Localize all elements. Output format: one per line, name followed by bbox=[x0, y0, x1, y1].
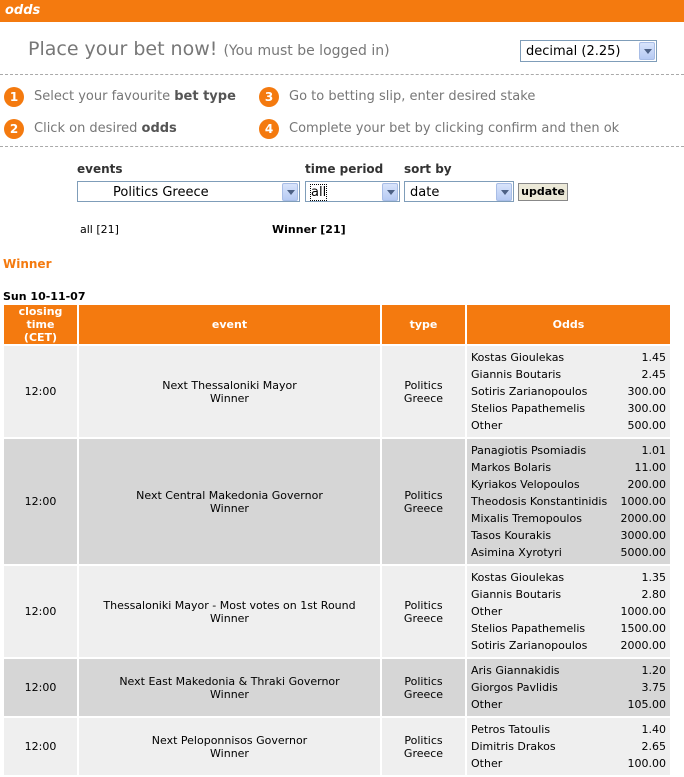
odds-price[interactable]: 1.40 bbox=[641, 723, 666, 736]
odds-cell bbox=[467, 346, 670, 437]
sort-by-label: sort by bbox=[404, 162, 452, 176]
odds-price[interactable]: 11.00 bbox=[634, 461, 666, 474]
header-odds: Odds bbox=[467, 305, 670, 344]
event-cell bbox=[79, 566, 380, 657]
odds-table-body bbox=[4, 346, 670, 775]
type-cell bbox=[382, 346, 465, 437]
selection-name: Tasos Kourakis bbox=[471, 529, 552, 542]
date-label: Sun 10-11-07 bbox=[3, 290, 86, 303]
type-line: Greece bbox=[403, 501, 444, 515]
event-name[interactable]: Next East Makedonia & Thraki Governor bbox=[119, 674, 340, 688]
odds-price[interactable]: 1.20 bbox=[641, 664, 666, 677]
odds-price[interactable]: 5000.00 bbox=[620, 546, 666, 559]
type-cell bbox=[382, 439, 465, 564]
odds-price[interactable]: 1.45 bbox=[641, 351, 666, 364]
selection-name: Markos Bolaris bbox=[471, 461, 552, 474]
odds-price[interactable]: 2000.00 bbox=[620, 512, 666, 525]
selection-name: Petros Tatoulis bbox=[471, 723, 551, 736]
chevron-down-icon[interactable] bbox=[496, 183, 512, 201]
event-name[interactable]: Next Peloponnisos Governor bbox=[151, 733, 308, 747]
odds-format-value: decimal (2.25) bbox=[526, 44, 621, 59]
selection-name: Kostas Gioulekas bbox=[471, 351, 565, 364]
event-subtype: Winner bbox=[210, 687, 249, 701]
odds-price[interactable]: 3.75 bbox=[641, 681, 666, 694]
time-period-value: all bbox=[311, 185, 327, 200]
odds-option[interactable] bbox=[471, 400, 666, 417]
event-name[interactable]: Next Thessaloniki Mayor bbox=[162, 378, 297, 392]
update-button[interactable]: update bbox=[518, 183, 568, 201]
odds-option[interactable] bbox=[471, 544, 666, 561]
selection-name: Mixalis Tremopoulos bbox=[471, 512, 582, 525]
odds-price[interactable]: 105.00 bbox=[627, 698, 666, 711]
odds-price[interactable]: 2000.00 bbox=[620, 639, 666, 652]
odds-option[interactable] bbox=[471, 417, 666, 434]
odds-price[interactable]: 2.80 bbox=[641, 588, 666, 601]
closing-time-cell: 12:00 bbox=[4, 566, 77, 657]
table-row bbox=[4, 346, 670, 437]
type-cell bbox=[382, 566, 465, 657]
type-cell bbox=[382, 659, 465, 716]
step-text: Select your favourite bet type bbox=[34, 89, 236, 104]
chevron-down-icon[interactable] bbox=[282, 183, 298, 201]
type-line: Politics bbox=[404, 488, 443, 502]
event-cell bbox=[79, 659, 380, 716]
table-header-row bbox=[4, 305, 670, 344]
section-title: Winner bbox=[3, 257, 52, 271]
sort-by-value: date bbox=[410, 185, 440, 200]
header-type: type bbox=[382, 305, 465, 344]
time-period-label: time period bbox=[305, 162, 384, 176]
login-note: (You must be logged in) bbox=[223, 43, 390, 59]
odds-option[interactable] bbox=[471, 366, 666, 383]
odds-price[interactable]: 1.35 bbox=[641, 571, 666, 584]
step-number-badge: 2 bbox=[4, 119, 24, 139]
odds-table bbox=[2, 303, 672, 777]
odds-option[interactable] bbox=[471, 679, 666, 696]
selection-name: Giorgos Pavlidis bbox=[471, 681, 558, 694]
selection-name: Sotiris Zarianopoulos bbox=[471, 639, 588, 652]
odds-price[interactable]: 3000.00 bbox=[620, 529, 666, 542]
odds-price[interactable]: 2.65 bbox=[641, 740, 666, 753]
step-number-badge: 1 bbox=[4, 87, 24, 107]
odds-option[interactable] bbox=[471, 620, 666, 637]
type-line: Greece bbox=[403, 391, 444, 405]
odds-option[interactable] bbox=[471, 738, 666, 755]
chevron-down-icon[interactable] bbox=[639, 42, 655, 60]
odds-price[interactable]: 500.00 bbox=[627, 419, 666, 432]
type-line: Politics bbox=[404, 378, 443, 392]
odds-option[interactable] bbox=[471, 476, 666, 493]
selection-name: Aris Giannakidis bbox=[471, 664, 560, 677]
closing-time-cell: 12:00 bbox=[4, 346, 77, 437]
selection-name: Panagiotis Psomiadis bbox=[471, 444, 587, 457]
selection-name: Other bbox=[471, 419, 503, 432]
odds-price[interactable]: 1.01 bbox=[641, 444, 666, 457]
odds-price[interactable]: 100.00 bbox=[627, 757, 666, 770]
odds-cell bbox=[467, 718, 670, 775]
event-name[interactable]: Thessaloniki Mayor - Most votes on 1st Round bbox=[103, 598, 356, 612]
odds-price[interactable]: 1000.00 bbox=[620, 605, 666, 618]
odds-option[interactable] bbox=[471, 696, 666, 713]
selection-name: Stelios Papathemelis bbox=[471, 622, 586, 635]
event-subtype: Winner bbox=[210, 746, 249, 760]
odds-option[interactable] bbox=[471, 527, 666, 544]
event-cell bbox=[79, 439, 380, 564]
selection-name: Giannis Boutaris bbox=[471, 588, 562, 601]
odds-option[interactable] bbox=[471, 586, 666, 603]
closing-time-cell: 12:00 bbox=[4, 659, 77, 716]
events-select[interactable] bbox=[77, 181, 300, 202]
table-row bbox=[4, 718, 670, 775]
odds-cell bbox=[467, 439, 670, 564]
selection-name: Kostas Gioulekas bbox=[471, 571, 565, 584]
type-line: Greece bbox=[403, 746, 444, 760]
odds-cell bbox=[467, 659, 670, 716]
odds-option[interactable] bbox=[471, 442, 666, 459]
type-line: Politics bbox=[404, 598, 443, 612]
step-text: Click on desired odds bbox=[34, 121, 177, 136]
step-text: Complete your bet by clicking confirm and then ok bbox=[289, 121, 620, 136]
odds-option[interactable] bbox=[471, 637, 666, 654]
selection-name: Asimina Xyrotyri bbox=[471, 546, 562, 559]
selection-name: Stelios Papathemelis bbox=[471, 402, 586, 415]
odds-price[interactable]: 300.00 bbox=[627, 402, 666, 415]
odds-cell bbox=[467, 566, 670, 657]
event-subtype: Winner bbox=[210, 611, 249, 625]
selection-name: Theodosis Konstantinidis bbox=[471, 495, 608, 508]
odds-price[interactable]: 1500.00 bbox=[620, 622, 666, 635]
divider bbox=[0, 146, 684, 147]
table-row bbox=[4, 439, 670, 564]
selection-name: Kyriakos Velopoulos bbox=[471, 478, 580, 491]
closing-time-cell: 12:00 bbox=[4, 718, 77, 775]
section-header-title: odds bbox=[5, 3, 41, 18]
closing-time-cell: 12:00 bbox=[4, 439, 77, 564]
header-event: event bbox=[79, 305, 380, 344]
tab-winner[interactable]: Winner [21] bbox=[272, 223, 346, 236]
selection-name: Giannis Boutaris bbox=[471, 368, 562, 381]
event-subtype: Winner bbox=[210, 391, 249, 405]
step-number-badge: 3 bbox=[259, 87, 279, 107]
odds-option[interactable] bbox=[471, 383, 666, 400]
odds-option[interactable] bbox=[471, 755, 666, 772]
tab-all[interactable]: all [21] bbox=[80, 223, 119, 236]
odds-price[interactable]: 200.00 bbox=[627, 478, 666, 491]
page-headline bbox=[28, 38, 390, 60]
odds-price[interactable]: 1000.00 bbox=[620, 495, 666, 508]
odds-price[interactable]: 2.45 bbox=[641, 368, 666, 381]
odds-option[interactable] bbox=[471, 349, 666, 366]
section-header-bar bbox=[0, 0, 684, 22]
odds-option[interactable] bbox=[471, 662, 666, 679]
divider bbox=[0, 74, 684, 75]
event-cell bbox=[79, 718, 380, 775]
step-number-badge: 4 bbox=[259, 119, 279, 139]
table-row bbox=[4, 659, 670, 716]
selection-name: Other bbox=[471, 698, 503, 711]
event-cell bbox=[79, 346, 380, 437]
time-period-select[interactable] bbox=[305, 181, 400, 202]
type-line: Greece bbox=[403, 687, 444, 701]
odds-option[interactable] bbox=[471, 510, 666, 527]
event-subtype: Winner bbox=[210, 501, 249, 515]
odds-option[interactable] bbox=[471, 493, 666, 510]
selection-name: Sotiris Zarianopoulos bbox=[471, 385, 588, 398]
type-cell bbox=[382, 718, 465, 775]
odds-option[interactable] bbox=[471, 569, 666, 586]
odds-option[interactable] bbox=[471, 721, 666, 738]
sort-by-select[interactable] bbox=[404, 181, 514, 202]
odds-option[interactable] bbox=[471, 603, 666, 620]
step-text: Go to betting slip, enter desired stake bbox=[289, 89, 536, 104]
chevron-down-icon[interactable] bbox=[382, 183, 398, 201]
selection-name: Dimitris Drakos bbox=[471, 740, 556, 753]
event-name[interactable]: Next Central Makedonia Governor bbox=[136, 488, 323, 502]
table-row bbox=[4, 566, 670, 657]
selection-name: Other bbox=[471, 605, 503, 618]
events-select-value: Politics Greece bbox=[113, 185, 209, 200]
type-line: Greece bbox=[403, 611, 444, 625]
odds-format-select[interactable] bbox=[520, 40, 657, 62]
type-line: Politics bbox=[404, 733, 443, 747]
odds-price[interactable]: 300.00 bbox=[627, 385, 666, 398]
odds-option[interactable] bbox=[471, 459, 666, 476]
headline-text: Place your bet now! bbox=[28, 38, 218, 60]
events-label: events bbox=[77, 162, 123, 176]
header-closing-time: closing time (CET) bbox=[4, 305, 77, 344]
type-line: Politics bbox=[404, 674, 443, 688]
selection-name: Other bbox=[471, 757, 503, 770]
